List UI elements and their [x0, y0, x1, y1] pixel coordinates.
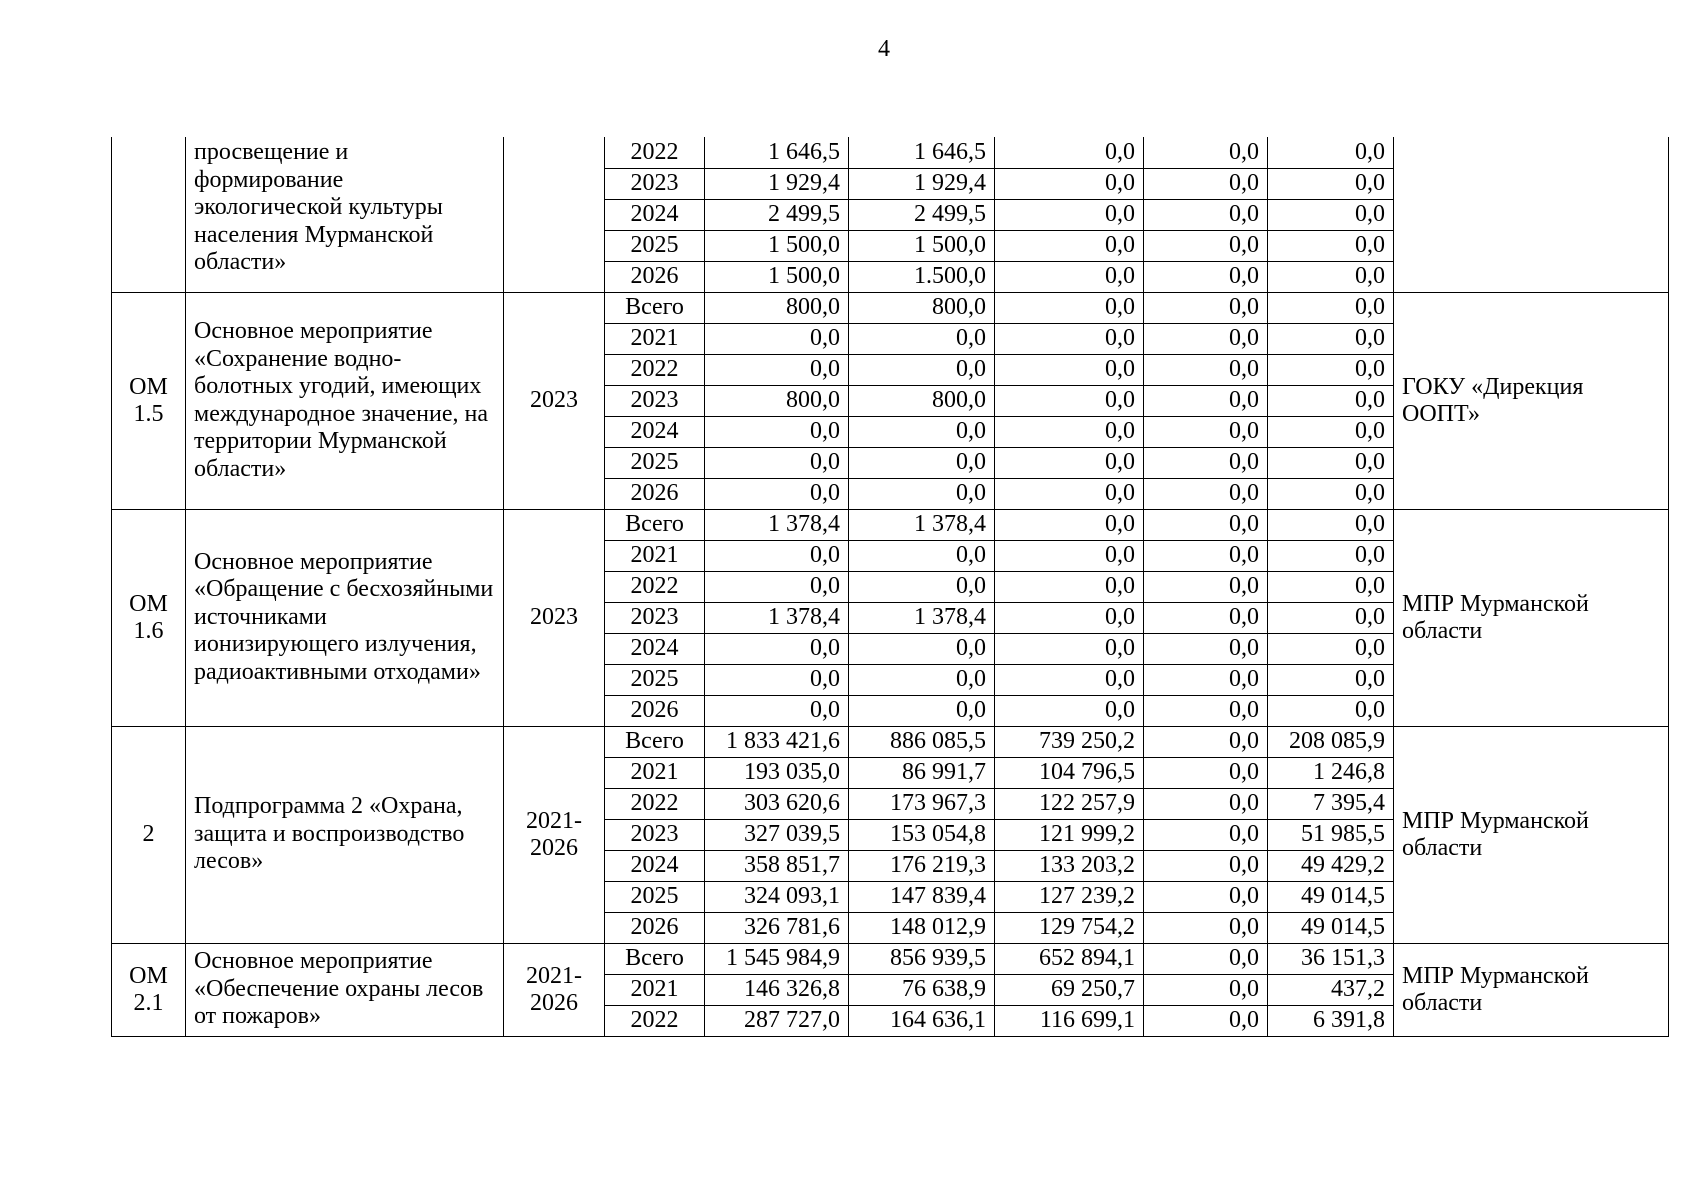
regional-budget-value: 0,0 [849, 323, 995, 354]
total-value: 2 499,5 [705, 199, 849, 230]
regional-budget-value: 800,0 [849, 385, 995, 416]
executor: ГОКУ «Дирекция ООПТ» [1394, 292, 1669, 509]
federal-budget-value: 0,0 [995, 509, 1144, 540]
federal-budget-value: 0,0 [995, 261, 1144, 292]
federal-budget-value: 0,0 [995, 168, 1144, 199]
total-value: 0,0 [705, 540, 849, 571]
local-budget-value: 0,0 [1144, 261, 1268, 292]
total-value: 1 500,0 [705, 261, 849, 292]
local-budget-value: 0,0 [1144, 137, 1268, 168]
measure-name: Подпрограмма 2 «Охрана, защита и воспроизводство лесов» [186, 726, 504, 943]
measure-code: ОМ 1.5 [112, 292, 186, 509]
year-cell: Всего [605, 509, 705, 540]
table-row [112, 726, 1669, 757]
regional-budget-value: 2 499,5 [849, 199, 995, 230]
federal-budget-value: 0,0 [995, 447, 1144, 478]
local-budget-value: 0,0 [1144, 881, 1268, 912]
total-value: 0,0 [705, 447, 849, 478]
measure-name: Основное мероприятие «Сохранение водно-болотных угодий, имеющих международное значение, на территории Мурманской области» [186, 292, 504, 509]
regional-budget-value: 886 085,5 [849, 726, 995, 757]
extrabudgetary-value: 0,0 [1268, 633, 1394, 664]
table-row [112, 943, 1669, 974]
year-cell: 2026 [605, 478, 705, 509]
federal-budget-value: 0,0 [995, 664, 1144, 695]
total-value: 324 093,1 [705, 881, 849, 912]
federal-budget-value: 0,0 [995, 478, 1144, 509]
year-cell: 2023 [605, 385, 705, 416]
local-budget-value: 0,0 [1144, 819, 1268, 850]
year-cell: 2024 [605, 633, 705, 664]
year-cell: 2025 [605, 664, 705, 695]
total-value: 0,0 [705, 478, 849, 509]
total-value: 0,0 [705, 633, 849, 664]
year-cell: 2023 [605, 168, 705, 199]
year-cell: 2026 [605, 912, 705, 943]
measure-code [112, 137, 186, 292]
extrabudgetary-value: 0,0 [1268, 540, 1394, 571]
measure-code: ОМ 2.1 [112, 943, 186, 1036]
year-cell: 2021 [605, 323, 705, 354]
regional-budget-value: 0,0 [849, 447, 995, 478]
federal-budget-value: 122 257,9 [995, 788, 1144, 819]
total-value: 1 833 421,6 [705, 726, 849, 757]
federal-budget-value: 0,0 [995, 354, 1144, 385]
federal-budget-value: 0,0 [995, 323, 1144, 354]
regional-budget-value: 0,0 [849, 664, 995, 695]
local-budget-value: 0,0 [1144, 1005, 1268, 1036]
funding-table [111, 137, 1669, 1037]
federal-budget-value: 129 754,2 [995, 912, 1144, 943]
extrabudgetary-value: 0,0 [1268, 602, 1394, 633]
local-budget-value: 0,0 [1144, 354, 1268, 385]
federal-budget-value: 69 250,7 [995, 974, 1144, 1005]
table-row [112, 292, 1669, 323]
total-value: 1 545 984,9 [705, 943, 849, 974]
executor: МПР Мурманской области [1394, 509, 1669, 726]
local-budget-value: 0,0 [1144, 912, 1268, 943]
executor: МПР Мурманской области [1394, 943, 1669, 1036]
implementation-term [504, 137, 605, 292]
federal-budget-value: 0,0 [995, 602, 1144, 633]
extrabudgetary-value: 0,0 [1268, 695, 1394, 726]
total-value: 1 378,4 [705, 602, 849, 633]
extrabudgetary-value: 49 429,2 [1268, 850, 1394, 881]
extrabudgetary-value: 7 395,4 [1268, 788, 1394, 819]
federal-budget-value: 0,0 [995, 230, 1144, 261]
local-budget-value: 0,0 [1144, 509, 1268, 540]
local-budget-value: 0,0 [1144, 633, 1268, 664]
total-value: 1 929,4 [705, 168, 849, 199]
regional-budget-value: 0,0 [849, 478, 995, 509]
regional-budget-value: 0,0 [849, 416, 995, 447]
total-value: 303 620,6 [705, 788, 849, 819]
regional-budget-value: 1 378,4 [849, 509, 995, 540]
local-budget-value: 0,0 [1144, 230, 1268, 261]
extrabudgetary-value: 0,0 [1268, 323, 1394, 354]
extrabudgetary-value: 0,0 [1268, 199, 1394, 230]
federal-budget-value: 0,0 [995, 416, 1144, 447]
local-budget-value: 0,0 [1144, 323, 1268, 354]
year-cell: 2023 [605, 602, 705, 633]
regional-budget-value: 0,0 [849, 571, 995, 602]
total-value: 0,0 [705, 416, 849, 447]
local-budget-value: 0,0 [1144, 943, 1268, 974]
regional-budget-value: 76 638,9 [849, 974, 995, 1005]
federal-budget-value: 0,0 [995, 137, 1144, 168]
local-budget-value: 0,0 [1144, 850, 1268, 881]
extrabudgetary-value: 49 014,5 [1268, 881, 1394, 912]
executor [1394, 137, 1669, 292]
year-cell: 2022 [605, 571, 705, 602]
federal-budget-value: 0,0 [995, 571, 1144, 602]
local-budget-value: 0,0 [1144, 478, 1268, 509]
extrabudgetary-value: 0,0 [1268, 261, 1394, 292]
regional-budget-value: 0,0 [849, 633, 995, 664]
local-budget-value: 0,0 [1144, 726, 1268, 757]
measure-code: ОМ 1.6 [112, 509, 186, 726]
total-value: 0,0 [705, 695, 849, 726]
year-cell: 2024 [605, 199, 705, 230]
regional-budget-value: 856 939,5 [849, 943, 995, 974]
federal-budget-value: 0,0 [995, 695, 1144, 726]
extrabudgetary-value: 0,0 [1268, 416, 1394, 447]
total-value: 146 326,8 [705, 974, 849, 1005]
federal-budget-value: 0,0 [995, 633, 1144, 664]
year-cell: 2024 [605, 416, 705, 447]
local-budget-value: 0,0 [1144, 168, 1268, 199]
implementation-term: 2023 [504, 292, 605, 509]
local-budget-value: 0,0 [1144, 540, 1268, 571]
local-budget-value: 0,0 [1144, 757, 1268, 788]
total-value: 0,0 [705, 323, 849, 354]
local-budget-value: 0,0 [1144, 571, 1268, 602]
federal-budget-value: 0,0 [995, 540, 1144, 571]
extrabudgetary-value: 51 985,5 [1268, 819, 1394, 850]
year-cell: 2026 [605, 261, 705, 292]
year-cell: Всего [605, 726, 705, 757]
regional-budget-value: 1 500,0 [849, 230, 995, 261]
year-cell: 2025 [605, 881, 705, 912]
page-number: 4 [878, 36, 890, 62]
extrabudgetary-value: 36 151,3 [1268, 943, 1394, 974]
extrabudgetary-value: 0,0 [1268, 447, 1394, 478]
total-value: 326 781,6 [705, 912, 849, 943]
total-value: 0,0 [705, 354, 849, 385]
extrabudgetary-value: 0,0 [1268, 478, 1394, 509]
extrabudgetary-value: 49 014,5 [1268, 912, 1394, 943]
year-cell: 2026 [605, 695, 705, 726]
extrabudgetary-value: 1 246,8 [1268, 757, 1394, 788]
year-cell: 2021 [605, 974, 705, 1005]
regional-budget-value: 164 636,1 [849, 1005, 995, 1036]
extrabudgetary-value: 0,0 [1268, 354, 1394, 385]
total-value: 1 646,5 [705, 137, 849, 168]
executor: МПР Мурманской области [1394, 726, 1669, 943]
federal-budget-value: 739 250,2 [995, 726, 1144, 757]
extrabudgetary-value: 0,0 [1268, 168, 1394, 199]
measure-name: Основное мероприятие «Обращение с бесхозяйными источниками ионизирующего излучения, радиоактивными отходами» [186, 509, 504, 726]
year-cell: 2022 [605, 137, 705, 168]
regional-budget-value: 173 967,3 [849, 788, 995, 819]
extrabudgetary-value: 0,0 [1268, 292, 1394, 323]
regional-budget-value: 1 929,4 [849, 168, 995, 199]
extrabudgetary-value: 0,0 [1268, 664, 1394, 695]
local-budget-value: 0,0 [1144, 602, 1268, 633]
regional-budget-value: 1 646,5 [849, 137, 995, 168]
federal-budget-value: 127 239,2 [995, 881, 1144, 912]
local-budget-value: 0,0 [1144, 788, 1268, 819]
federal-budget-value: 652 894,1 [995, 943, 1144, 974]
extrabudgetary-value: 0,0 [1268, 571, 1394, 602]
year-cell: Всего [605, 292, 705, 323]
regional-budget-value: 147 839,4 [849, 881, 995, 912]
year-cell: 2021 [605, 540, 705, 571]
table-row [112, 137, 1669, 168]
extrabudgetary-value: 437,2 [1268, 974, 1394, 1005]
regional-budget-value: 148 012,9 [849, 912, 995, 943]
total-value: 800,0 [705, 292, 849, 323]
measure-name: просвещение и формирование экологической культуры населения Мурманской области» [186, 137, 504, 292]
regional-budget-value: 1 378,4 [849, 602, 995, 633]
total-value: 193 035,0 [705, 757, 849, 788]
total-value: 1 500,0 [705, 230, 849, 261]
year-cell: 2022 [605, 354, 705, 385]
year-cell: 2024 [605, 850, 705, 881]
table-row [112, 509, 1669, 540]
total-value: 1 378,4 [705, 509, 849, 540]
measure-code: 2 [112, 726, 186, 943]
implementation-term: 2023 [504, 509, 605, 726]
local-budget-value: 0,0 [1144, 199, 1268, 230]
extrabudgetary-value: 0,0 [1268, 137, 1394, 168]
federal-budget-value: 0,0 [995, 385, 1144, 416]
extrabudgetary-value: 208 085,9 [1268, 726, 1394, 757]
total-value: 358 851,7 [705, 850, 849, 881]
total-value: 287 727,0 [705, 1005, 849, 1036]
local-budget-value: 0,0 [1144, 695, 1268, 726]
extrabudgetary-value: 6 391,8 [1268, 1005, 1394, 1036]
year-cell: 2025 [605, 447, 705, 478]
total-value: 0,0 [705, 664, 849, 695]
regional-budget-value: 0,0 [849, 354, 995, 385]
year-cell: 2023 [605, 819, 705, 850]
measure-name: Основное мероприятие «Обеспечение охраны лесов от пожаров» [186, 943, 504, 1036]
federal-budget-value: 0,0 [995, 199, 1144, 230]
federal-budget-value: 133 203,2 [995, 850, 1144, 881]
federal-budget-value: 116 699,1 [995, 1005, 1144, 1036]
local-budget-value: 0,0 [1144, 974, 1268, 1005]
implementation-term: 2021-2026 [504, 943, 605, 1036]
local-budget-value: 0,0 [1144, 416, 1268, 447]
federal-budget-value: 0,0 [995, 292, 1144, 323]
federal-budget-value: 104 796,5 [995, 757, 1144, 788]
regional-budget-value: 0,0 [849, 695, 995, 726]
total-value: 800,0 [705, 385, 849, 416]
regional-budget-value: 0,0 [849, 540, 995, 571]
local-budget-value: 0,0 [1144, 447, 1268, 478]
extrabudgetary-value: 0,0 [1268, 385, 1394, 416]
regional-budget-value: 1.500,0 [849, 261, 995, 292]
regional-budget-value: 176 219,3 [849, 850, 995, 881]
extrabudgetary-value: 0,0 [1268, 230, 1394, 261]
implementation-term: 2021-2026 [504, 726, 605, 943]
local-budget-value: 0,0 [1144, 385, 1268, 416]
regional-budget-value: 153 054,8 [849, 819, 995, 850]
extrabudgetary-value: 0,0 [1268, 509, 1394, 540]
local-budget-value: 0,0 [1144, 292, 1268, 323]
year-cell: 2022 [605, 788, 705, 819]
local-budget-value: 0,0 [1144, 664, 1268, 695]
regional-budget-value: 800,0 [849, 292, 995, 323]
total-value: 327 039,5 [705, 819, 849, 850]
regional-budget-value: 86 991,7 [849, 757, 995, 788]
year-cell: 2025 [605, 230, 705, 261]
year-cell: 2021 [605, 757, 705, 788]
year-cell: 2022 [605, 1005, 705, 1036]
federal-budget-value: 121 999,2 [995, 819, 1144, 850]
total-value: 0,0 [705, 571, 849, 602]
year-cell: Всего [605, 943, 705, 974]
